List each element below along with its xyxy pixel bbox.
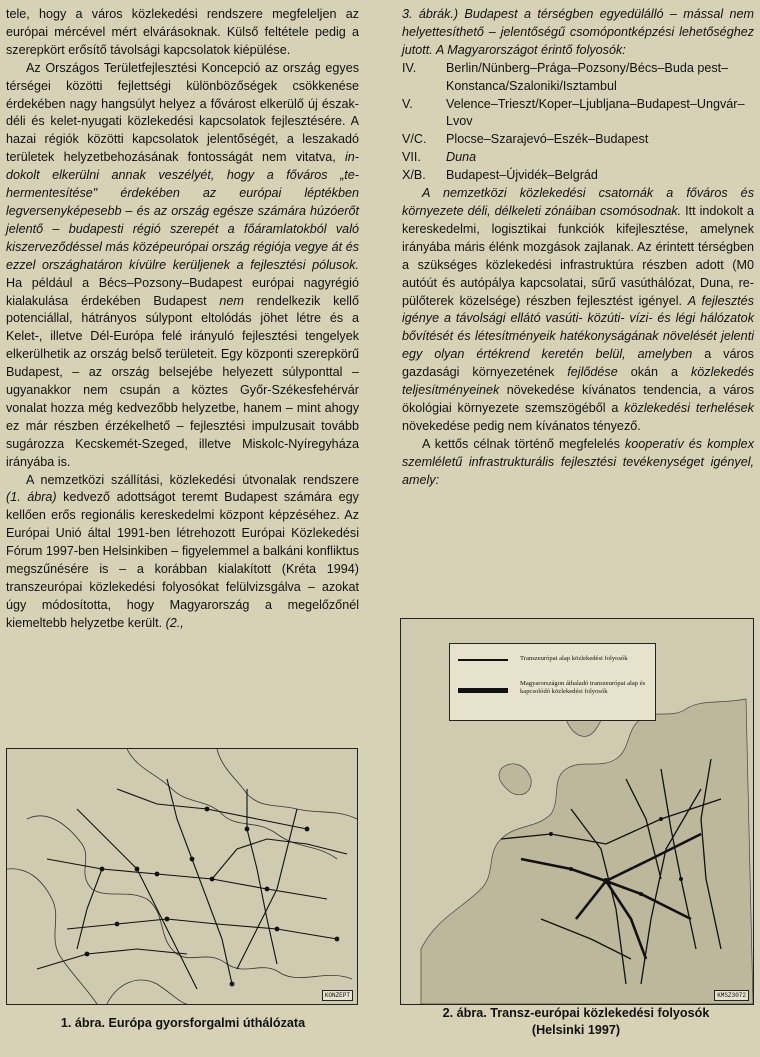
right-text-column: [402, 6, 754, 489]
rp2-italic-g: közlekedés teljesítményeinek: [402, 365, 754, 398]
legend-item-2: Magyarországon áthaladó transzeurópai alap és kapcsolódó közlekedési folyosók: [520, 680, 646, 695]
p2-italic-b: indokolt elkerülni annak veszélyét, hogy a főváros „tehermentesítése" érdekében az európai léptékben legversenyképesebb – és az ország egésze számára húzóerőt jelentő – budapesti régió szerepét a főáramlatokból való kiszerveződéssel más középeurópai ország régiója vegye át és ezzel országhatáron kívülre kerüljenek a fejlesztési pólusok.: [6, 150, 359, 272]
legend-line-thick-swatch: [458, 688, 508, 693]
rp2-italic-i: közlekedési terhelések: [624, 400, 754, 415]
figure-2-stamp: KMSZ3072: [714, 990, 749, 1001]
rp2-text-d: a város gazdasági környezetének: [402, 347, 754, 380]
rp2-text-f: okán a: [617, 365, 691, 380]
corridor-number: X/B.: [402, 168, 426, 183]
corridor-number: V/C.: [402, 132, 427, 147]
figure-2-legend: [449, 643, 656, 721]
corridor-route: Velence–Trieszt/Koper–Ljubljana–Budapest–Ungvár–Lvov: [446, 96, 745, 129]
corridor-row: [402, 96, 754, 132]
paragraph-2: [6, 60, 359, 472]
right-paragraph-3: [402, 436, 754, 490]
p3-text-c: kedvező adottságot teremt Budapest számára egy kellően erős regionális kereskedelmi központ képzéséhez. Az Európai Unió által 1991-ben létrehozott Európai Közlekedési Fórum 1997-ben Helsinkiben – figyelemmel a balkáni konfliktus megszűnésére is – a korábban kialakított (Kréta 1994) transzeurópai közlekedési folyosókat felülvizsgálva – azokat úgy módosította, hogy Magyarország a megelőzőnél kiemeltebb helyzetbe került.: [6, 490, 359, 630]
corridor-number: IV.: [402, 60, 417, 75]
corridor-route: Berlin/Nünberg–Prága–Pozsony/Bécs–Buda pest–Konstanca/Szaloniki/Isztambul: [446, 60, 729, 93]
p3-text-a: A nemzetközi szállítási, közlekedési útvonalak rendszere: [26, 472, 359, 487]
p3-italic-b: (1. ábra): [6, 490, 57, 505]
paragraph-3: [6, 472, 359, 633]
rp2-text-b: Itt indokolt a kereskedelmi, logisztikai funkciók kifejlesztése, amelynek irányába máris élénk mozgások zajlanak. Az érintett térségben a szükséges közlekedési infrastruktúra részben adott (M0 autóút és autópálya kapcsolatai, sűrű vasúthálózat, Duna, repülőterek közelsége) részben fejlesztést igényel.: [402, 203, 755, 308]
p2-text-a: Az Országos Területfejlesztési Koncepció az ország egyes térségei közötti fejlettségi különbözőségek csökkenése érdekében nagy hangsúlyt helyez a fővárost elkerülő új észak-déli és kelet-nyugati közlekedési kapcsolatok fejlesztésére. A hazai régiók közötti kapcsolatok jelentőségét, a leszakadó területek helyzetbehozásának fontosságát nem vitatva,: [6, 60, 359, 165]
p3-italic-d: (2.,: [165, 615, 184, 630]
corridor-row: [402, 60, 754, 96]
rp2-italic-c: A fejlesztés igénye a távolsági ellátó vasúti- közúti- vízi- és légi hálózatok bővítését és létesítményeik hatékonyságának növelését jelenti egy olyan értékrend keretén belül, amelyben: [402, 293, 754, 362]
figure-1-map: [6, 748, 358, 1005]
paragraph-1: tele, hogy a város közlekedési rendszere megfeleljen az európai mércével mért elvárásoknak. Külső feltétele pedig a szerepkört erősítő távolsági kapcsolatok kiépülése.: [6, 7, 359, 57]
corridor-row: [402, 131, 754, 149]
p2-text-e: rendelkezik kellő potenciállal, hátrányos súlypont eltolódás jöhet létre és a Kelet-, illetve Dél-Európa felé irányuló fejlesztési tengelyek elkerülhetik az ország belső területeit. Egy központi szerepkörű Budapest, – az ország belsejébe helyezett súlyponttal – ugyanakkor nem csupán a köztes Győr-Székesfehérvár vonalat hozza még kedvezőbb helyzetbe, hanem – mint ahogy ez már részben érzékelhető – fejlesztési impulzusait tovább sugározza Kecskemét-Szeged, illetve Miskolc-Nyíregyháza irányába is.: [6, 293, 359, 469]
europe-road-network-map: [7, 749, 357, 1004]
right-intro: [402, 6, 754, 60]
p2-italic-d: nem: [219, 293, 244, 308]
corridor-number: VII.: [402, 150, 421, 165]
corridor-number: V.: [402, 96, 413, 111]
figure-1-stamp: KONZEPT: [322, 990, 353, 1001]
figure-1-caption: 1. ábra. Európa gyorsforgalmi úthálózata: [60, 1016, 306, 1030]
rp3-text-a: A kettős célnak történő megfelelés: [422, 436, 625, 451]
corridor-route: Plocse–Szarajevó–Eszék–Budapest: [446, 132, 649, 147]
rp2-text-j: növekedése pedig nem kívánatos tényező.: [402, 418, 641, 433]
rp2-text-h: növekedése kívánatos tendencia, a város ökológiai környezete szemszögéből a: [402, 383, 754, 415]
p2-text-c: Ha például a Bécs–Pozsony–Budapest európai nagyrégió kialakulása érdekében Budapest: [6, 275, 359, 308]
left-text-column: [6, 6, 359, 633]
rp2-italic-e: fejlődése: [567, 365, 618, 380]
legend-line-thin-swatch: [458, 659, 508, 661]
legend-item-1: Transzeurópai alap közlekedési folyosók: [520, 655, 628, 662]
right-intro-italic: 3. ábrák.) Budapest a térségben egyedülálló – mással nem helyettesíthető – jelentőségű csomópontképzési lehetőséghez jutott. A Magyarországot érintő folyosók:: [402, 7, 754, 57]
rp3-italic-b: kooperatív és komplex szemléletű infrastrukturális fejlesztési tevékenységet igényel, amely:: [402, 436, 754, 487]
figure-2-map: [400, 618, 754, 1005]
right-paragraph-2: [402, 185, 754, 436]
figure-2-caption-line-1: 2. ábra. Transz-európai közlekedési folyosók: [442, 1006, 710, 1020]
corridor-row: [402, 149, 754, 167]
rp2-italic-a: A nemzetközi közlekedési csatornák a főváros és környezete déli, délkeleti zónáiban csomósodnak.: [402, 186, 754, 218]
corridor-row: [402, 167, 754, 185]
corridor-route: Duna: [446, 150, 477, 165]
figure-2-caption-line-2: (Helsinki 1997): [531, 1023, 621, 1037]
figure-2-caption: [400, 1005, 752, 1039]
corridor-route: Budapest–Újvidék–Belgrád: [446, 168, 598, 183]
